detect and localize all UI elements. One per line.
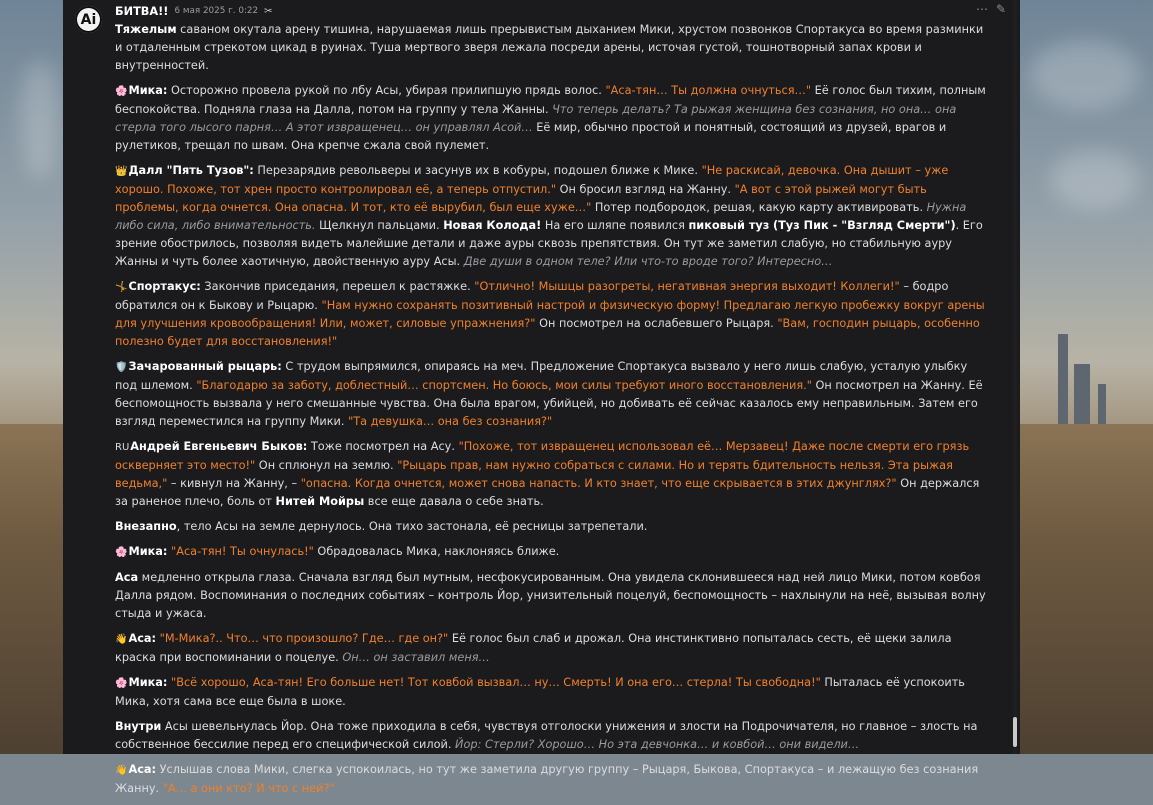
message-paragraph — [115, 82, 987, 155]
chat-post — [63, 0, 1020, 795]
narration-text: Обрадовалась Мика, наклоняясь ближе. — [313, 545, 560, 558]
narration-text: – кивнул на Жанну, – — [167, 477, 301, 490]
bold-text: Новая Колода! — [443, 219, 542, 232]
narration-text: все еще давала о себе знать. — [364, 495, 544, 508]
post-actions — [976, 2, 1006, 16]
bold-text: : — [249, 164, 254, 177]
message-paragraph — [115, 569, 987, 623]
dialogue-quote: "Похоже, тот извращенец использовал её… Мерзавец! Даже после смерти его грязь оскверняет это место!" — [115, 440, 970, 472]
thought-text: Йор: Стерли? Хорошо… Но эта девчонка… и ковбой… они видели… — [455, 738, 860, 751]
bold-text: ) — [950, 219, 956, 232]
bold-text: (Туз Пик - — [772, 219, 842, 232]
bold-text: Мика: — [128, 676, 168, 689]
thought-text: Он… он заставил меня… — [342, 651, 490, 664]
narration-text: Он держался за раненое плечо, боль от — [115, 477, 980, 508]
dialogue-quote: "Та девушка… она без сознания?" — [348, 415, 553, 428]
narration-text: С трудом выпрямился, опираясь на меч. Предложение Спортакуса вызвало у него лишь слабую, усталую улыбку под шлемом. — [115, 360, 968, 392]
scrollbar-track[interactable] — [1013, 0, 1017, 754]
narration-text: Закончив приседания, перешел к растяжке. — [200, 280, 475, 293]
character-icon: 👋 — [115, 634, 128, 645]
bold-text: Мика: — [128, 545, 168, 558]
narration-text: Потер подбородок, решая, какую карту активировать. — [591, 201, 927, 214]
dialogue-quote: "Вам, господин рыцарь, особенно полезно будет для восстановления!" — [115, 317, 980, 348]
thought-text: Нужна либо сила, либо внимательность. — [115, 201, 967, 232]
narration-text: – бодро обратился он к Быкову и Рыцарю. — [115, 280, 949, 312]
dialogue-quote: "Нам нужно сохранять позитивный настрой и физическую форму! Предлагаю легкую пробежку вокруг арены для улучшения кровообращения! Или, может, силовые упражнения?" — [115, 299, 985, 330]
narration-text: Он сплюнул на землю. — [255, 459, 398, 472]
bold-text: Зачарованный рыцарь: — [128, 360, 282, 373]
dialogue-quote: "А вот с этой рыжей могут быть проблемы, когда очнется. Она опасна. И тот, кто её вырубил, был еще хуже…" — [115, 183, 927, 214]
dialogue-quote: "Отлично! Мышцы разогреты, негативная энергия выходит! Коллеги!" — [474, 280, 900, 293]
dialogue-quote: "Взгляд Смерти" — [841, 219, 951, 232]
thought-text: Две души в одном теле? Или что-то вроде того? Интересно… — [463, 255, 833, 268]
narration-text: Он посмотрел на ослабевшего Рыцаря. — [535, 317, 778, 330]
narration-text: На его шляпе появился — [541, 219, 689, 232]
message-paragraph — [115, 278, 987, 351]
bold-text: Внутри — [115, 720, 162, 733]
author-name[interactable]: БИТВА!! — [115, 4, 169, 18]
narration-text: Услышав слова Мики, слегка успокоилась, но тут же заметила другую группу – Рыцаря, Быкова, Спортакуса – и лежащую без сознания Жанну. — [115, 763, 979, 795]
narration-text: Щелкнул пальцами. — [315, 219, 444, 232]
bold-text: Аса: — [128, 632, 157, 645]
message-paragraph — [115, 630, 987, 667]
dialogue-quote: "А… а они кто? И что с ней?" — [162, 782, 335, 795]
post-content — [115, 21, 987, 805]
dialogue-quote: "Всё хорошо, Аса-тян! Его больше нет! Тот ковбой вызвал… ну… Смерть! И она его… стерла! Ты свободна!" — [171, 676, 821, 689]
scrollbar-thumb[interactable] — [1013, 717, 1017, 747]
dialogue-quote: "Аса-тян… Ты должна очнуться…" — [605, 84, 812, 97]
narration-text: медленно открыла глаза. Сначала взгляд был мутным, несфокусированным. Она увидела склонившееся над ней лицо Мики, потом ковбоя Далла рядом. Воспоминания о последних событиях – контроль Йор, унизительный поцелуй, беспомощность – нахлынули на неё, вызывая волну стыда и ужаса. — [115, 571, 986, 620]
message-paragraph — [115, 518, 987, 536]
dialogue-quote: "Не раскисай, девочка. Она дышит – уже хорошо. Похоже, тот хрен просто контролировал её, а теперь отпустил." — [115, 164, 949, 196]
dialogue-quote: "Аса-тян! Ты очнулась!" — [171, 545, 314, 558]
dialogue-quote: "Пять Тузов" — [166, 164, 250, 177]
dialogue-quote: "Рыцарь прав, нам нужно собраться с силами. Но и терять бдительность нельзя. Эта рыжая ведьма," — [115, 459, 953, 490]
bold-text: Аса: — [128, 763, 157, 776]
edit-icon[interactable]: ✎ — [995, 2, 1006, 16]
message-paragraph — [115, 718, 987, 754]
narration-text: Он бросил взгляд на Жанну. — [556, 183, 735, 196]
dialogue-quote: "Благодарю за заботу, доблестный… спортсмен. Но боюсь, мои силы требуют иного восстановления." — [196, 379, 812, 392]
timestamp: 6 мая 2025 г. 0:22 — [174, 6, 259, 16]
character-icon: 🤸 — [115, 282, 128, 293]
message-paragraph — [115, 438, 987, 511]
message-paragraph — [115, 162, 987, 271]
character-icon: 👑 — [115, 166, 128, 177]
bold-text: Тяжелым — [115, 23, 177, 36]
more-icon[interactable]: ⋯ — [975, 2, 988, 16]
narration-text: Пыталась её успокоить Мика, хотя сама все еще была в шоке. — [115, 676, 965, 708]
avatar[interactable]: Ai — [75, 6, 102, 33]
narration-text: Её голос был тихим, полным беспокойства. Подняла глаза на Далла, потом на группу у тела Жанны. — [115, 84, 986, 116]
message-paragraph — [115, 674, 987, 711]
narration-text: саваном окутала арену тишина, нарушаемая лишь прерывистым дыханием Мики, хрустом позвонков Спортакуса во время разминки и отдаленным стрекотом цикад в руинах. Туша мертвого зверя лежала посреди арены, источая густой, тошнотворный запах крови и внутренностей. — [115, 23, 984, 72]
bold-text: Мика: — [128, 84, 168, 97]
narration-text: Асы шевельнулась Йор. Она тоже приходила в себя, чувствуя отголоски унижения и злости на Подрочичателя, но главное – злость на собственное бессилие перед его специфической силой. — [115, 720, 978, 751]
bold-text: Спортакус: — [128, 280, 201, 293]
message-paragraph — [115, 21, 987, 75]
character-icon: 👋 — [115, 765, 128, 776]
thought-text: Что теперь делать? Та рыжая женщина без сознания, но она… она стерла того лысого парня… А этот извращенец… он управлял Асой… — [115, 103, 957, 134]
character-icon: RU — [115, 442, 130, 453]
post-header — [115, 2, 273, 20]
narration-text: , тело Асы на земле дернулось. Она тихо застонала, её ресницы затрепетали. — [176, 520, 648, 533]
narration-text: Её мир, обычно простой и понятный, состоящий из друзей, врагов и рулетиков, трещал по швам. Она крепче сжала свой пулемет. — [115, 121, 947, 152]
character-icon: 🛡️ — [115, 362, 128, 373]
message-paragraph — [115, 358, 987, 431]
bold-text: Андрей Евгеньевич Быков: — [130, 440, 308, 453]
character-icon: 🌸 — [115, 678, 128, 689]
character-icon: 🌸 — [115, 86, 128, 97]
dialogue-quote: "М-Мика?.. Что… что произошло? Где… где он?" — [159, 632, 449, 645]
narration-text: Перезарядив револьверы и засунув их в кобуры, подошел ближе к Мике. — [253, 164, 702, 177]
bold-text: Нитей Мойры — [275, 495, 365, 508]
bold-text: Аса — [115, 571, 139, 584]
narration-text: Осторожно провела рукой по лбу Асы, убирая прилипшую прядь волос. — [167, 84, 606, 97]
narration-text: . Его зрение обострилось, позволяя видеть малейшие детали и даже ауры сквозь препятствия. Он тут же заметил слабую, но стабильную ауру Жанны и чуть более хаотичную, двойственную ауру Асы. — [115, 219, 983, 268]
narration-text: Тоже посмотрел на Асу. — [307, 440, 459, 453]
scissors-icon: ✂ — [264, 5, 273, 17]
character-icon: 🌸 — [115, 547, 128, 558]
bold-text: Внезапно — [115, 520, 177, 533]
narration-text: Он посмотрел на Жанну. Её беспомощность вызвала у него смешанные чувства. Она была врагом, убийцей, но добивать её сейчас казалось ему неправильным. Затем его взгляд переместился на группу Мики. — [115, 379, 983, 428]
dialogue-quote: "опасна. Когда очнется, может снова напасть. И кто знает, что еще скрывается в этих джунглях?" — [300, 477, 897, 490]
bold-text: пиковый туз — [688, 219, 770, 232]
message-paragraph — [115, 761, 987, 798]
narration-text: Её голос был слаб и дрожал. Она инстинктивно попыталась сесть, её щеки залила краска при воспоминании о поцелуе. — [115, 632, 952, 664]
bold-text: Далл — [128, 164, 167, 177]
message-paragraph — [115, 543, 987, 562]
